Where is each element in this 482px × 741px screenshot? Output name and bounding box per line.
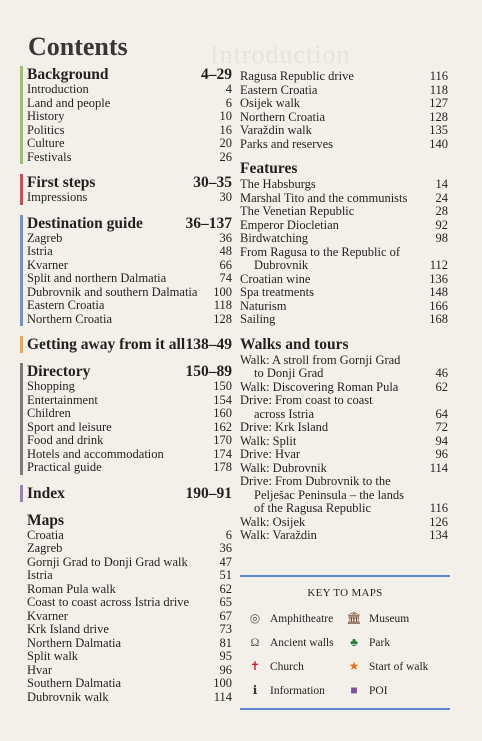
entry-line: [240, 529, 448, 543]
entry-label: Gornji Grad to Donji Grad walk: [27, 554, 188, 569]
section-color-bar: [20, 485, 23, 502]
entry-label: Coast to coast across Istria drive: [27, 595, 190, 609]
map-entry: [27, 677, 232, 691]
left-column: [20, 66, 232, 704]
entry-label: Festivals: [27, 149, 72, 164]
entry-page: 4: [225, 82, 232, 96]
entry-label: Drive: From Dubrovnik to the: [240, 474, 391, 488]
entry-label: Spa treatments: [240, 285, 314, 299]
entry-page: 46: [435, 366, 448, 380]
key-label: Church: [270, 660, 304, 673]
section-heading: [27, 363, 232, 380]
entry-page: 160: [213, 406, 232, 420]
entry-label: Drive: Hvar: [240, 447, 301, 461]
section-page-range: 36–137: [185, 214, 232, 232]
key-grid: [240, 605, 450, 708]
entry-label: Northern Dalmatia: [27, 635, 122, 650]
key-item: [246, 683, 345, 698]
section-body: [27, 66, 232, 164]
toc-entry: [240, 97, 448, 111]
entry-label: Impressions: [27, 190, 88, 204]
walk-entry: [240, 475, 448, 516]
entry-label: Sailing: [240, 312, 276, 326]
key-label: Information: [270, 684, 325, 697]
entry-page: 174: [213, 446, 232, 461]
map-entry: [27, 664, 232, 678]
entry-page: 114: [213, 689, 232, 704]
section-heading: [27, 66, 232, 83]
section-title: First steps: [27, 174, 96, 191]
entry-page: 14: [435, 177, 448, 191]
entry-label: Naturism: [240, 298, 287, 313]
entry-label: Northern Croatia: [240, 109, 326, 124]
entry-page: 116: [429, 501, 448, 515]
entry-page: 67: [219, 608, 232, 623]
entry-label: Istria: [27, 568, 53, 582]
start-of-walk-icon: ★: [348, 659, 360, 673]
section-color-bar: [20, 215, 23, 327]
section-title: Getting away from it all: [27, 336, 186, 353]
entry-label: Drive: From coast to coast: [240, 393, 373, 407]
entry-page: 154: [213, 392, 232, 407]
entry-page: 47: [219, 554, 232, 569]
maps-section: [20, 512, 232, 705]
section-title: Directory: [27, 363, 91, 380]
entry-label: From Ragusa to the Republic of: [240, 244, 401, 259]
entry-page: 100: [213, 284, 232, 299]
entry-page: 20: [219, 136, 232, 150]
toc-entry: [240, 111, 448, 125]
entry-line: [240, 367, 448, 381]
entry-label: Marshal Tito and the communists: [240, 190, 408, 205]
entry-line: [240, 489, 448, 503]
key-label: POI: [369, 684, 388, 697]
park-icon: ♣: [350, 635, 358, 649]
map-entry: [27, 556, 232, 570]
entry-label: History: [27, 109, 65, 123]
entry-label: Roman Pula walk: [27, 581, 116, 596]
museum-icon: 🏛: [346, 611, 362, 625]
entry-page: 92: [435, 217, 448, 232]
key-label: Amphitheatre: [270, 612, 334, 625]
entry-page: 96: [435, 447, 448, 461]
feature-entry: [240, 178, 448, 192]
toc-entry: [27, 191, 232, 205]
feature-entry: [240, 286, 448, 300]
entry-label: Hvar: [27, 662, 52, 677]
section-color-bar: [20, 336, 23, 353]
entry-label: Entertainment: [27, 392, 98, 407]
entry-page: 66: [219, 257, 232, 272]
entry-label: Osijek walk: [240, 96, 301, 110]
map-entry: [27, 596, 232, 610]
key-item: [345, 635, 444, 650]
entry-page: 74: [219, 271, 232, 285]
feature-entry: [240, 192, 448, 206]
key-item: [345, 683, 444, 698]
toc-section: [20, 363, 232, 475]
section-body: [27, 485, 232, 502]
entry-page: 127: [429, 96, 448, 110]
toc-entry: [27, 407, 232, 421]
entry-line: [240, 205, 448, 219]
walks-section: [240, 336, 448, 543]
entry-label: Birdwatching: [240, 231, 309, 245]
entry-line: [240, 97, 448, 111]
entry-page: 118: [429, 82, 448, 97]
entry-line: [240, 421, 448, 435]
entry-label: of the Ragusa Republic: [254, 501, 371, 515]
entry-line: [240, 192, 448, 206]
entry-page: 170: [213, 433, 232, 447]
map-entry: [27, 569, 232, 583]
entry-line: [240, 300, 448, 314]
entry-line: [240, 381, 448, 395]
entry-line: [240, 516, 448, 530]
key-label: Ancient walls: [270, 636, 334, 649]
key-label: Park: [369, 636, 391, 649]
section-title: Destination guide: [27, 214, 143, 232]
walk-entry: [240, 421, 448, 435]
key-item: [246, 635, 345, 650]
entry-label: Ragusa Republic drive: [240, 69, 354, 83]
entry-page: 168: [429, 312, 448, 326]
entry-label: Northern Croatia: [27, 311, 113, 326]
toc-entry: [27, 313, 232, 327]
page-title: Contents: [28, 32, 128, 61]
information-icon: ℹ: [252, 683, 258, 697]
key-bottom-rule: [240, 708, 450, 710]
walk-entry: [240, 381, 448, 395]
entry-label: The Venetian Republic: [240, 204, 355, 218]
toc-section: [20, 485, 232, 502]
entry-line: [240, 475, 448, 489]
entry-label: The Habsburgs: [240, 177, 316, 191]
entry-page: 116: [429, 69, 448, 83]
key-title: KEY TO MAPS: [307, 587, 383, 599]
entry-line: [240, 273, 448, 287]
entry-label: Walk: Split: [240, 433, 297, 448]
toc-entry: [240, 124, 448, 138]
feature-entry: [240, 313, 448, 327]
toc-entry: [27, 245, 232, 259]
entry-label: Walk: Varaždin: [240, 528, 317, 542]
entry-label: Eastern Croatia: [240, 82, 318, 97]
toc-entry: [27, 394, 232, 408]
toc-entry: [27, 461, 232, 475]
entry-label: Hotels and accommodation: [27, 446, 164, 461]
entry-page: 128: [429, 109, 448, 124]
toc-entry: [240, 70, 448, 84]
entry-page: 112: [429, 258, 448, 272]
toc-entry: [27, 97, 232, 111]
entry-page: 65: [219, 595, 232, 609]
destination-continued-list: [240, 70, 448, 151]
section-color-bar: [20, 363, 23, 475]
ancient-walls-icon: Ω: [250, 635, 260, 649]
entry-label: Shopping: [27, 379, 75, 393]
entry-label: Dubrovnik and southern Dalmatia: [27, 284, 198, 299]
entry-page: 135: [429, 123, 448, 137]
entry-page: 140: [429, 136, 448, 151]
toc-section: [20, 215, 232, 327]
entry-page: 94: [435, 433, 448, 448]
maps-heading: Maps: [27, 511, 65, 529]
section-body: [27, 336, 232, 353]
entry-page: 114: [429, 460, 448, 475]
entry-page: 36: [219, 541, 232, 555]
toc-entry: [27, 124, 232, 138]
key-item: [345, 659, 444, 674]
toc-entry: [27, 299, 232, 313]
entry-page: 100: [213, 676, 232, 690]
entry-page: 48: [219, 244, 232, 258]
section-heading: [27, 336, 232, 353]
entry-page: 28: [435, 204, 448, 218]
entry-page: 10: [219, 109, 232, 123]
features-heading: Features: [240, 160, 298, 177]
entry-page: 72: [435, 420, 448, 434]
toc-entry: [27, 272, 232, 286]
poi-icon: ■: [350, 683, 358, 697]
entry-page: 62: [219, 581, 232, 596]
feature-entry: [240, 219, 448, 233]
entry-label: Walk: A stroll from Gornji Grad: [240, 352, 401, 367]
entry-label: Split walk: [27, 649, 79, 663]
entry-line: [240, 354, 448, 368]
entry-label: Emperor Diocletian: [240, 217, 339, 232]
toc-entry: [27, 151, 232, 165]
toc-entry: [27, 137, 232, 151]
toc-entry: [27, 286, 232, 300]
entry-page: 96: [219, 662, 232, 677]
feature-entry: [240, 300, 448, 314]
entry-label: Walk: Osijek: [240, 514, 306, 529]
walk-entry: [240, 448, 448, 462]
feature-entry: [240, 205, 448, 219]
toc-entry: [240, 138, 448, 152]
map-entry: [27, 610, 232, 624]
walk-entry: [240, 516, 448, 530]
section-heading: [27, 485, 232, 502]
walk-entry: [240, 354, 448, 381]
entry-line: [240, 259, 448, 273]
map-key: [240, 575, 450, 710]
entry-line: [240, 232, 448, 246]
entry-page: 148: [429, 285, 448, 299]
entry-label: Zagreb: [27, 541, 63, 555]
entry-label: Istria: [27, 244, 53, 258]
right-column: [240, 70, 448, 552]
entry-line: [240, 111, 448, 125]
entry-label: Kvarner: [27, 608, 68, 623]
entry-page: 24: [435, 190, 448, 205]
key-label: Start of walk: [369, 660, 429, 673]
key-label: Museum: [369, 612, 410, 625]
section-heading: [27, 174, 232, 191]
entry-label: Split and northern Dalmatia: [27, 271, 167, 285]
map-entry: [27, 637, 232, 651]
entry-label: to Donji Grad: [254, 366, 324, 380]
features-section: [240, 160, 448, 327]
entry-line: [240, 138, 448, 152]
entry-page: 62: [435, 379, 448, 394]
toc-section: [20, 336, 232, 353]
entry-label: Culture: [27, 136, 65, 150]
toc-section: [20, 174, 232, 205]
section-body: [27, 174, 232, 205]
section-body: [27, 215, 232, 327]
entry-page: 126: [429, 514, 448, 529]
entry-label: Krk Island drive: [27, 622, 109, 636]
entry-label: Politics: [27, 122, 65, 137]
entry-label: Croatian wine: [240, 271, 311, 286]
entry-label: across Istria: [254, 406, 315, 421]
entry-line: [240, 462, 448, 476]
entry-page: 6: [225, 527, 232, 542]
entry-label: Land and people: [27, 95, 111, 110]
toc-entry: [27, 448, 232, 462]
entry-page: 30: [219, 190, 232, 204]
entry-page: 128: [213, 311, 232, 326]
ghost-heading: Introduction: [210, 40, 351, 69]
toc-entry: [27, 259, 232, 273]
walks-list: [240, 354, 448, 543]
section-title: Index: [27, 484, 65, 502]
entry-label: Parks and reserves: [240, 136, 334, 151]
entry-page: 73: [219, 622, 232, 636]
entry-page: 166: [429, 298, 448, 313]
entry-line: [240, 70, 448, 84]
entry-line: [240, 313, 448, 327]
section-heading: [27, 215, 232, 232]
toc-entry: [240, 84, 448, 98]
walk-entry: [240, 435, 448, 449]
toc-entry: [27, 434, 232, 448]
entry-page: 36: [219, 230, 232, 245]
entry-label: Dubrovnik walk: [27, 689, 109, 704]
amphitheatre-icon: ◎: [249, 611, 261, 625]
entry-line: [240, 435, 448, 449]
entry-page: 118: [213, 298, 232, 312]
walks-heading: Walks and tours: [240, 335, 349, 353]
entry-label: Walk: Dubrovnik: [240, 460, 327, 475]
entry-line: [240, 394, 448, 408]
entry-label: Kvarner: [27, 257, 68, 272]
section-page-range: 4–29: [201, 66, 232, 83]
entry-line: [240, 448, 448, 462]
map-entry: [27, 583, 232, 597]
entry-label: Varaždin walk: [240, 123, 312, 137]
section-color-bar: [20, 66, 23, 164]
map-entry: [27, 529, 232, 543]
toc-entry: [27, 83, 232, 97]
section-page-range: 190–91: [185, 484, 232, 502]
entry-page: 178: [213, 460, 232, 474]
entry-label: Pelješac Peninsula – the lands: [254, 487, 404, 502]
section-page-range: 30–35: [193, 174, 232, 191]
entry-page: 162: [213, 419, 232, 434]
entry-line: [240, 286, 448, 300]
entry-label: Food and drink: [27, 433, 104, 447]
entry-page: 150: [213, 379, 232, 393]
entry-page: 81: [219, 635, 232, 650]
feature-entry: [240, 246, 448, 273]
entry-line: [240, 219, 448, 233]
entry-page: 6: [225, 95, 232, 110]
section-color-bar: [20, 174, 23, 205]
section-page-range: 150–89: [185, 363, 232, 380]
entry-line: [240, 408, 448, 422]
entry-line: [240, 246, 448, 260]
entry-label: Sport and leisure: [27, 419, 112, 434]
walk-entry: [240, 394, 448, 421]
section-title: Background: [27, 66, 109, 83]
toc-section: [20, 66, 232, 164]
features-list: [240, 178, 448, 327]
entry-page: 95: [219, 649, 232, 663]
entry-label: Practical guide: [27, 460, 102, 474]
church-icon: ✝: [249, 659, 261, 673]
entry-label: Children: [27, 406, 71, 420]
maps-list: [27, 529, 232, 705]
map-entry: [27, 623, 232, 637]
entry-page: 51: [219, 568, 232, 582]
entry-line: [240, 124, 448, 138]
entry-page: 136: [429, 271, 448, 286]
entry-label: Zagreb: [27, 230, 63, 245]
section-body: [27, 363, 232, 475]
map-entry: [27, 542, 232, 556]
toc-entry: [27, 380, 232, 394]
entry-page: 98: [435, 231, 448, 245]
key-item: [345, 611, 444, 626]
entry-label: Southern Dalmatia: [27, 676, 122, 690]
feature-entry: [240, 232, 448, 246]
toc-entry: [27, 421, 232, 435]
section-list: [20, 66, 232, 502]
entry-label: Dubrovnik: [254, 258, 309, 272]
toc-entry: [27, 232, 232, 246]
entry-label: Walk: Discovering Roman Pula: [240, 379, 399, 394]
entry-page: 26: [219, 149, 232, 164]
entry-page: 16: [219, 122, 232, 137]
entry-page: 134: [429, 528, 448, 542]
entry-line: [240, 502, 448, 516]
entry-line: [240, 84, 448, 98]
map-entry: [27, 650, 232, 664]
entry-label: Introduction: [27, 82, 89, 96]
entry-label: Eastern Croatia: [27, 298, 105, 312]
entry-label: Croatia: [27, 527, 64, 542]
key-item: [246, 611, 345, 626]
section-page-range: 138–49: [185, 336, 232, 353]
entry-line: [240, 178, 448, 192]
toc-entry: [27, 110, 232, 124]
key-item: [246, 659, 345, 674]
entry-page: 64: [435, 406, 448, 421]
key-top-rule: [240, 575, 450, 577]
walk-entry: [240, 462, 448, 476]
feature-entry: [240, 273, 448, 287]
entry-label: Drive: Krk Island: [240, 420, 329, 434]
map-entry: [27, 691, 232, 705]
walk-entry: [240, 529, 448, 543]
